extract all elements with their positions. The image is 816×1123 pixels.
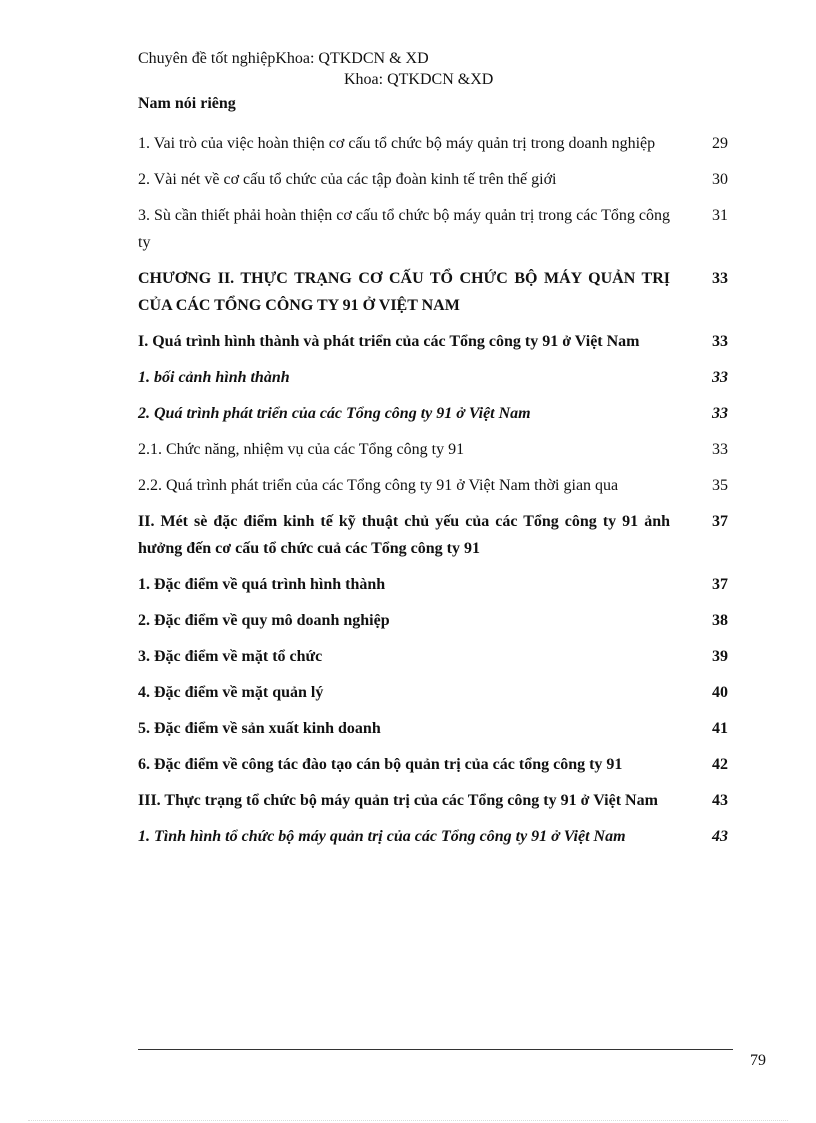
toc-entry-page: 30 [712, 171, 728, 188]
toc-entry-title: 2. Quá trình phát triển của các Tổng công ty 91 ở Việt Nam [138, 405, 531, 422]
running-header-faculty: Khoa: QTKDCN &XD [344, 71, 494, 88]
toc-entry-title: 2. Vài nét về cơ cấu tổ chức của các tập đoàn kinh tế trên thế giới [138, 171, 557, 188]
toc-entry-title: 3. Sù cần thiết phải hoàn thiện cơ cấu tổ chức bộ máy quản trị trong các Tổng công ty [138, 207, 670, 251]
toc-entry[interactable] [138, 643, 728, 670]
toc-entry-page: 33 [712, 270, 728, 287]
toc-entry[interactable] [138, 130, 728, 157]
toc-entry-title: I. Quá trình hình thành và phát triển của các Tổng công ty 91 ở Việt Nam [138, 333, 640, 350]
toc-entry-page: 33 [712, 369, 728, 386]
toc-entry[interactable] [138, 715, 728, 742]
toc-entry-page: 31 [712, 207, 728, 224]
toc-entry-page: 40 [712, 684, 728, 701]
toc-entry[interactable] [138, 436, 728, 463]
toc-entry-page: 39 [712, 648, 728, 665]
toc-entry[interactable] [138, 787, 728, 814]
toc-entry-title: 2.1. Chức năng, nhiệm vụ của các Tổng công ty 91 [138, 441, 465, 458]
toc-entry[interactable] [138, 202, 728, 256]
toc-entry-page: 33 [712, 405, 728, 422]
table-of-contents [138, 130, 728, 859]
toc-entry[interactable] [138, 508, 728, 562]
toc-entry-page: 38 [712, 612, 728, 629]
toc-entry-page: 37 [712, 576, 728, 593]
toc-entry[interactable] [138, 751, 728, 778]
toc-entry-title: 1. Tình hình tổ chức bộ máy quản trị của các Tổng công ty 91 ở Việt Nam [138, 828, 626, 845]
toc-entry-page: 33 [712, 441, 728, 458]
toc-entry[interactable] [138, 265, 728, 319]
toc-entry[interactable] [138, 679, 728, 706]
toc-entry-title: CHƯƠNG II. THỰC TRẠNG CƠ CẤU TỔ CHỨC BỘ MÁY QUẢN TRỊ CỦA CÁC TỔNG CÔNG TY 91 Ở VIỆT NAM [138, 270, 670, 314]
toc-entry-title: 2. Đặc điểm về quy mô doanh nghiệp [138, 612, 390, 629]
toc-entry[interactable] [138, 166, 728, 193]
running-header: Chuyên đề tốt nghiệpKhoa: QTKDCN & XD [138, 50, 429, 67]
toc-entry-title: 5. Đặc điểm về sản xuất kinh doanh [138, 720, 381, 737]
toc-entry-page: 43 [712, 792, 728, 809]
toc-entry-title: II. Mét sè đặc điểm kinh tế kỹ thuật chủ yếu của các Tổng công ty 91 ảnh hưởng đến cơ cấu tổ chức cuả các Tổng công ty 91 [138, 513, 670, 557]
toc-entry-page: 29 [712, 135, 728, 152]
toc-entry-title: 2.2. Quá trình phát triển của các Tổng công ty 91 ở Việt Nam thời gian qua [138, 477, 619, 494]
page-number: 79 [750, 1052, 766, 1069]
toc-entry-title: 4. Đặc điểm về mặt quản lý [138, 684, 324, 701]
toc-entry-title: 1. Vai trò của việc hoàn thiện cơ cấu tổ chức bộ máy quản trị trong doanh nghiệp [138, 135, 656, 152]
toc-entry-title: 3. Đặc điểm về mặt tổ chức [138, 648, 323, 665]
toc-entry-page: 42 [712, 756, 728, 773]
toc-entry[interactable] [138, 607, 728, 634]
toc-entry[interactable] [138, 823, 728, 850]
toc-entry-page: 33 [712, 333, 728, 350]
toc-entry-page: 35 [712, 477, 728, 494]
toc-entry-page: 43 [712, 828, 728, 845]
toc-entry-title: 6. Đặc điểm về công tác đào tạo cán bộ quản trị của các tổng công ty 91 [138, 756, 623, 773]
toc-entry[interactable] [138, 400, 728, 427]
toc-entry-page: 37 [712, 513, 728, 530]
toc-entry-title: III. Thực trạng tổ chức bộ máy quản trị của các Tổng công ty 91 ở Việt Nam [138, 792, 658, 809]
toc-entry[interactable] [138, 328, 728, 355]
toc-entry-title: 1. bối cảnh hình thành [138, 369, 290, 386]
page-bottom-border [28, 1120, 788, 1121]
footer-rule [138, 1049, 733, 1050]
toc-entry[interactable] [138, 364, 728, 391]
toc-continuation-text: Nam nói riêng [138, 95, 236, 112]
toc-entry[interactable] [138, 472, 728, 499]
toc-entry[interactable] [138, 571, 728, 598]
toc-entry-title: 1. Đặc điểm về quá trình hình thành [138, 576, 386, 593]
toc-entry-page: 41 [712, 720, 728, 737]
